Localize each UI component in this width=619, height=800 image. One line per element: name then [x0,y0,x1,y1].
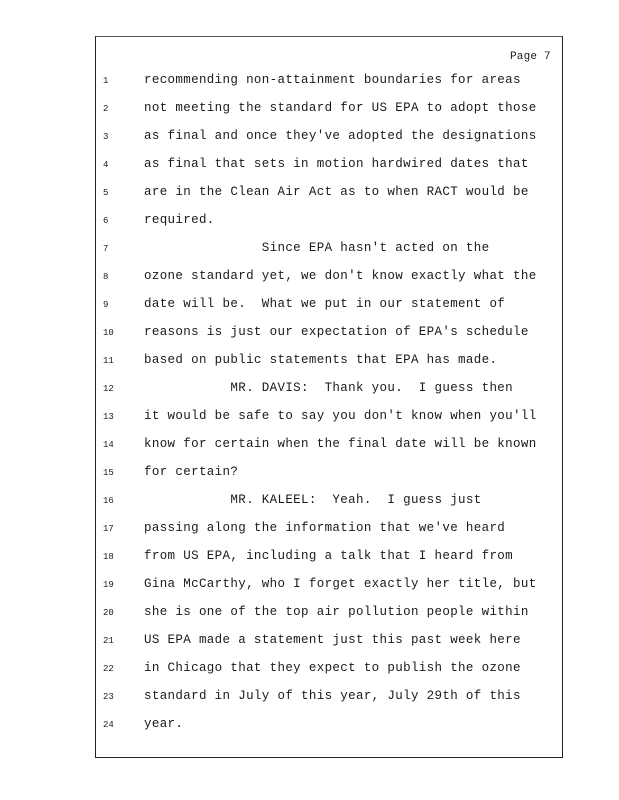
transcript-line: reasons is just our expectation of EPA's schedule [144,325,529,339]
transcript-line: are in the Clean Air Act as to when RACT would be [144,185,529,199]
transcript-line: MR. KALEEL: Yeah. I guess just [144,493,482,507]
transcript-line: as final that sets in motion hardwired dates that [144,157,529,171]
transcript-line: Since EPA hasn't acted on the [144,241,490,255]
line-number: 4 [103,160,109,170]
line-number: 22 [103,664,114,674]
line-number: 9 [103,300,109,310]
line-number: 8 [103,272,109,282]
line-number: 14 [103,440,114,450]
line-number: 21 [103,636,114,646]
transcript-line: MR. DAVIS: Thank you. I guess then [144,381,514,395]
transcript-line: as final and once they've adopted the designations [144,129,537,143]
line-number: 20 [103,608,114,618]
line-number: 10 [103,328,114,338]
transcript-line: not meeting the standard for US EPA to adopt those [144,101,537,115]
line-number: 5 [103,188,109,198]
transcript-line: required. [144,213,215,227]
line-number: 12 [103,384,114,394]
line-number: 3 [103,132,109,142]
transcript-line: year. [144,717,184,731]
transcript-line: for certain? [144,465,239,479]
line-number: 16 [103,496,114,506]
transcript-line: based on public statements that EPA has made. [144,353,498,367]
transcript-line: US EPA made a statement just this past week here [144,633,521,647]
transcript-line: it would be safe to say you don't know when you'll [144,409,537,423]
page-number: Page 7 [510,51,551,63]
transcript-line: date will be. What we put in our statement of [144,297,506,311]
line-number: 13 [103,412,114,422]
line-number: 15 [103,468,114,478]
transcript-line: from US EPA, including a talk that I heard from [144,549,514,563]
line-number: 18 [103,552,114,562]
transcript-line: passing along the information that we've heard [144,521,506,535]
line-number: 7 [103,244,109,254]
line-number: 1 [103,76,109,86]
transcript-line: she is one of the top air pollution people within [144,605,529,619]
transcript-line: standard in July of this year, July 29th of this [144,689,521,703]
transcript-line: know for certain when the final date will be known [144,437,537,451]
line-number: 23 [103,692,114,702]
transcript-page-border [95,36,563,758]
transcript-line: in Chicago that they expect to publish the ozone [144,661,521,675]
transcript-line: Gina McCarthy, who I forget exactly her title, but [144,577,537,591]
line-number: 24 [103,720,114,730]
line-number: 17 [103,524,114,534]
line-number: 11 [103,356,114,366]
line-number: 2 [103,104,109,114]
transcript-line: recommending non-attainment boundaries for areas [144,73,521,87]
line-number: 19 [103,580,114,590]
line-number: 6 [103,216,109,226]
transcript-line: ozone standard yet, we don't know exactly what the [144,269,537,283]
